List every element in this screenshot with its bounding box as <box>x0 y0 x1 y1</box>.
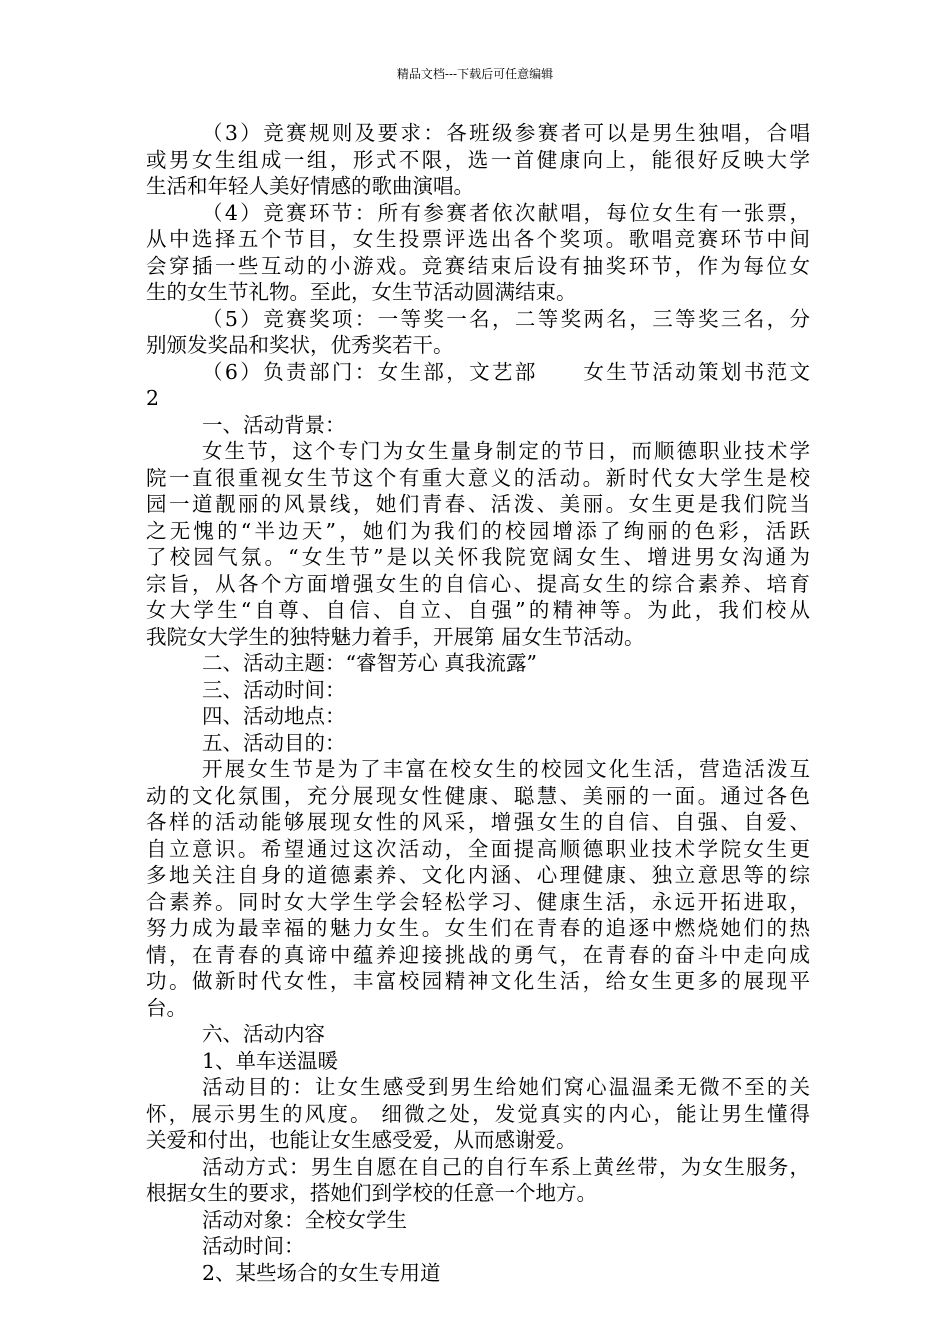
text-line: 活动时间： <box>202 1234 305 1258</box>
text-line: 自立意识。希望通过这次活动，全面提高顺德职业技术学院女生更 <box>146 836 810 861</box>
text-line: 三、活动时间： <box>202 677 346 702</box>
text-line: 合素养。同时女大学生学会轻松学习、健康生活，永远开拓进取， <box>146 889 810 914</box>
text-line: 会穿插一些互动的小游戏。竞赛结束后设有抽奖环节，作为每位女 <box>146 253 810 278</box>
text-line: 院一直很重视女生节这个有重大意义的活动。新时代女大学生是校 <box>146 465 810 490</box>
text-line: 活动对象：全校女学生 <box>202 1207 407 1232</box>
text-line: 或男女生组成一组，形式不限，选一首健康向上，能很好反映大学 <box>146 147 810 172</box>
text-line: 一、活动背景： <box>202 412 346 437</box>
text-line: 各样的活动能够展现女性的风采，增强女生的自信、自强、自爱、 <box>146 810 810 834</box>
page-header: 精品文档---下载后可任意编辑 <box>396 67 554 81</box>
text-line: 宗旨，从各个方面增强女生的自信心、提高女生的综合素养、培育 <box>146 571 810 596</box>
text-line: 1、单车送温暖 <box>202 1048 339 1073</box>
text-line: 台。 <box>146 995 187 1020</box>
text-line: （4）竞赛环节：所有参赛者依次献唱，每位女生有一张票， <box>202 200 810 225</box>
text-line: 六、活动内容 <box>202 1022 325 1046</box>
text-line: 开展女生节是为了丰富在校女生的校园文化生活，营造活泼互 <box>202 757 810 781</box>
text-line: 动的文化氛围，充分展现女性健康、聪慧、美丽的一面。通过各色 <box>146 783 810 808</box>
text-line: 根据女生的要求，搭她们到学校的任意一个地方。 <box>146 1181 597 1205</box>
text-line: （6）负责部门：女生部，文艺部 女生节活动策划书范文 <box>202 359 810 384</box>
text-line: 2 <box>146 386 160 410</box>
text-line: 女生节，这个专门为女生量身制定的节日，而顺德职业技术学 <box>202 439 810 463</box>
text-line: （5）竞赛奖项：一等奖一名，二等奖两名，三等奖三名，分 <box>202 306 810 331</box>
text-line: （3）竞赛规则及要求：各班级参赛者可以是男生独唱，合唱 <box>202 121 810 145</box>
text-line: 情，在青春的真谛中蕴养迎接挑战的勇气，在青春的奋斗中走向成 <box>146 942 810 967</box>
text-line: 怀，展示男生的风度。 细微之处，发觉真实的内心，能让男生懂得 <box>146 1101 810 1126</box>
text-line: 二、活动主题：“睿智芳心 真我流露” <box>202 651 537 675</box>
text-line: 之无愧的“半边天”，她们为我们的校园增添了绚丽的色彩，活跃 <box>146 518 810 543</box>
text-line: 四、活动地点： <box>202 704 346 728</box>
text-line: 生的女生节礼物。至此，女生节活动圆满结束。 <box>146 280 577 304</box>
text-line: 生活和年轻人美好情感的歌曲演唱。 <box>146 174 474 198</box>
text-line: 女大学生“自尊、自信、自立、自强”的精神等。为此，我们校从 <box>146 598 810 622</box>
text-line: 我院女大学生的独特魅力着手，开展第 届女生节活动。 <box>146 624 645 649</box>
text-line: 了校园气氛。“女生节”是以关怀我院宽阔女生、增进男女沟通为 <box>146 545 810 569</box>
document-body <box>146 120 810 1286</box>
text-line: 关爱和付出，也能让女生感受爱，从而感谢爱。 <box>146 1128 577 1152</box>
text-line: 2、某些场合的女生专用道 <box>202 1260 441 1285</box>
text-line: 活动方式：男生自愿在自己的自行车系上黄丝带，为女生服务， <box>202 1154 810 1179</box>
text-line: 五、活动目的： <box>202 730 346 755</box>
text-line: 活动目的：让女生感受到男生给她们窝心温温柔无微不至的关 <box>202 1075 810 1099</box>
text-line: 功。做新时代女性，丰富校园精神文化生活，给女生更多的展现平 <box>146 969 810 993</box>
text-line: 多地关注自身的道德素养、文化内涵、心理健康、独立意思等的综 <box>146 863 810 887</box>
text-line: 别颁发奖品和奖状，优秀奖若干。 <box>146 333 454 357</box>
text-line: 园一道靓丽的风景线，她们青春、活泼、美丽。女生更是我们院当 <box>146 492 810 516</box>
text-line: 努力成为最幸福的魅力女生。女生们在青春的追逐中燃烧她们的热 <box>146 916 810 940</box>
text-line: 从中选择五个节目，女生投票评选出各个奖项。歌唱竞赛环节中间 <box>146 227 810 251</box>
